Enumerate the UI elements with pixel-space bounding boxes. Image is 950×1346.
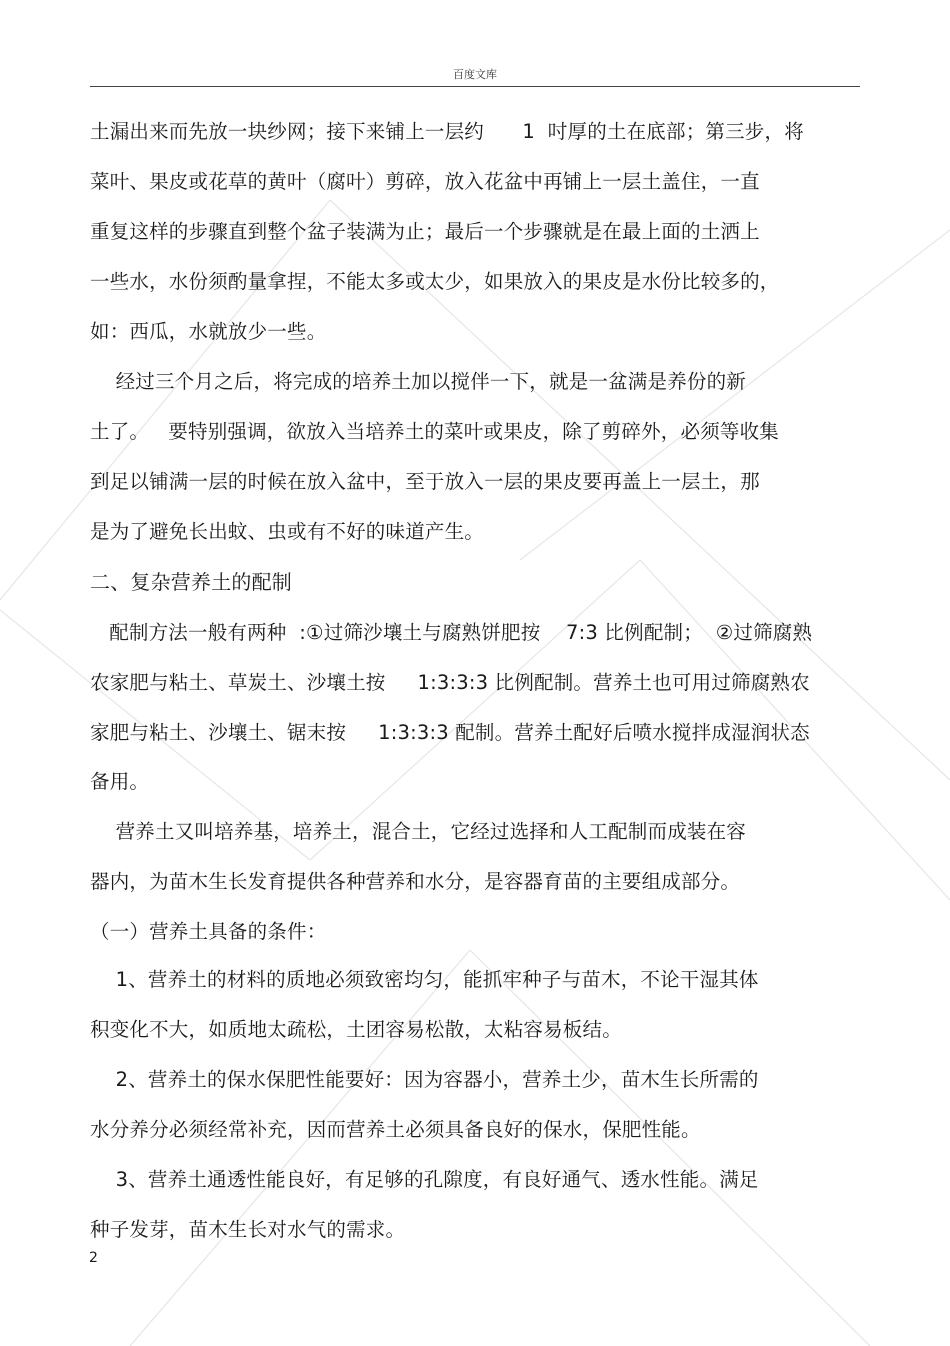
body-line: 配制方法一般有两种 :①过筛沙壤土与腐熟饼肥按 7:3 比例配制； ②过筛腐熟 bbox=[90, 621, 813, 644]
body-line: 水分养分必须经常补充，因而营养土必须具备良好的保水，保肥性能。 bbox=[90, 1118, 701, 1141]
body-line: 2、营养土的保水保肥性能要好：因为容器小，营养土少，苗木生长所需的 bbox=[90, 1068, 759, 1091]
body-line: 1、营养土的材料的质地必须致密均匀，能抓牢种子与苗木，不论干湿其体 bbox=[90, 968, 759, 991]
body-line: 营养土又叫培养基，培养土，混合土，它经过选择和人工配制而成装在容 bbox=[90, 820, 746, 843]
body-line: 是为了避免长出蚊、虫或有不好的味道产生。 bbox=[90, 520, 485, 543]
body-line: 土漏出来而先放一块纱网；接下来铺上一层约 1 吋厚的土在底部；第三步，将 bbox=[90, 120, 804, 143]
body-line: 器内，为苗木生长发育提供各种营养和水分，是容器育苗的主要组成部分。 bbox=[90, 870, 741, 893]
body-line: 重复这样的步骤直到整个盆子装满为止；最后一个步骤就是在最上面的土洒上 bbox=[90, 220, 760, 243]
body-line: 种子发芽，苗木生长对水气的需求。 bbox=[90, 1218, 406, 1241]
body-line: 积变化不大，如质地太疏松，土团容易松散，太粘容易板结。 bbox=[90, 1018, 622, 1041]
body-line: 农家肥与粘土、草炭土、沙壤土按 1:3:3:3 比例配制。营养土也可用过筛腐熟农 bbox=[90, 671, 810, 694]
body-line: 如：西瓜，水就放少一些。 bbox=[90, 320, 327, 343]
page-header-title: 百度文库 bbox=[453, 68, 497, 81]
body-line: 备用。 bbox=[90, 770, 150, 793]
body-line: 经过三个月之后，将完成的培养土加以搅伴一下，就是一盆满是养份的新 bbox=[90, 370, 746, 393]
body-line: 家肥与粘土、沙壤土、锯末按 1:3:3:3 配制。营养土配好后喷水搅拌成湿润状态 bbox=[90, 721, 810, 744]
body-line: 二、复杂营养土的配制 bbox=[90, 570, 292, 594]
body-line: （一）营养土具备的条件： bbox=[90, 920, 327, 943]
body-line: 菜叶、果皮或花草的黄叶（腐叶）剪碎，放入花盆中再铺上一层土盖住，一直 bbox=[90, 170, 760, 193]
header-rule bbox=[90, 86, 860, 87]
body-line: 3、营养土通透性能良好，有足够的孔隙度，有良好通气、透水性能。满足 bbox=[90, 1168, 759, 1191]
body-line: 到足以铺满一层的时候在放入盆中，至于放入一层的果皮要再盖上一层土，那 bbox=[90, 470, 760, 493]
body-line: 土了。 要特别强调，欲放入当培养土的菜叶或果皮，除了剪碎外，必须等收集 bbox=[90, 420, 779, 443]
page-number: 2 bbox=[89, 1250, 98, 1266]
body-line: 一些水，水份须酌量拿捏，不能太多或太少，如果放入的果皮是水份比较多的， bbox=[90, 270, 780, 293]
